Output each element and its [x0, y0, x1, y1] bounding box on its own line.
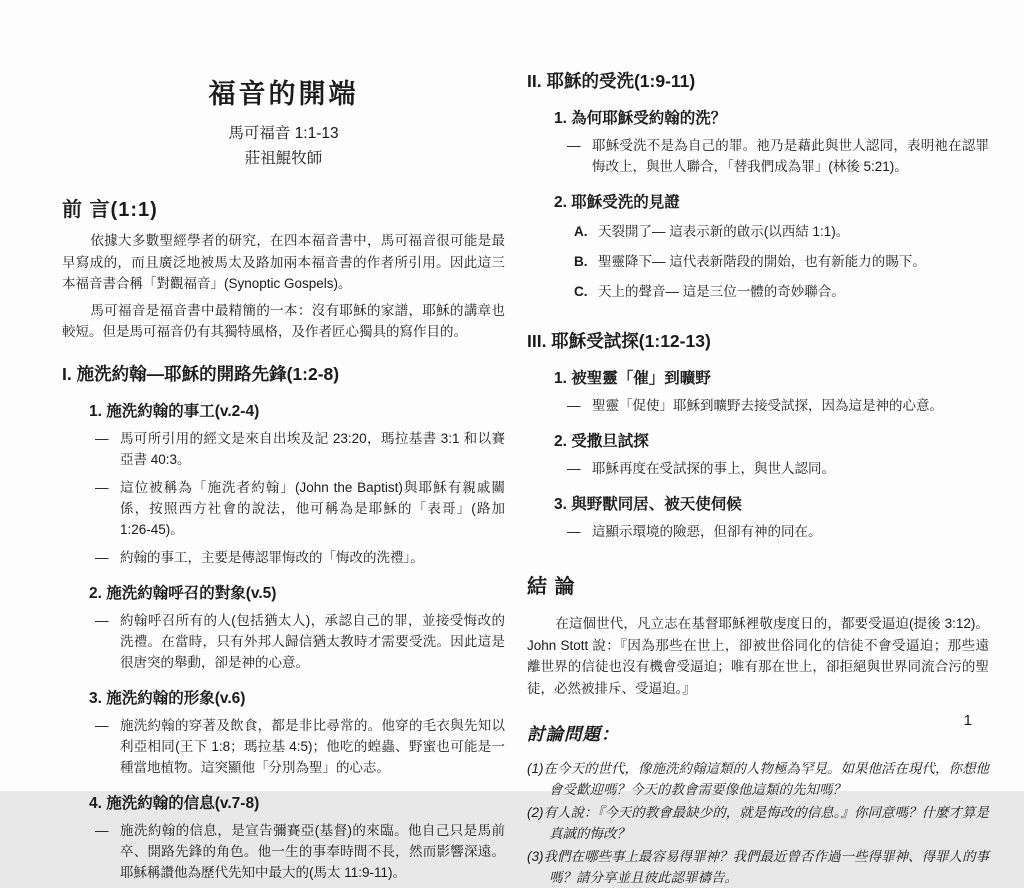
bullet-text: 這顯示環境的險惡，但卻有神的同在。: [592, 524, 822, 539]
letter-text: 聖靈降下— 這代表新階段的開始，也有新能力的賜下。: [598, 254, 926, 269]
bullet-text: 約翰的事工，主要是傳認罪悔改的「悔改的洗禮」。: [120, 549, 424, 565]
author-name: 莊祖鯤牧師: [244, 150, 323, 167]
bullet-point: [567, 395, 989, 416]
outline-item: [62, 581, 505, 673]
discussion-heading: 討論問題：: [527, 724, 620, 744]
bullet-text: 約翰呼召所有的人(包括猶太人)，承認自己的罪，並接受悔改的洗禮。在當時，只有外邦人歸信猶太教時才需要受洗。因此這是很唐突的舉動，卻是神的心意。: [120, 612, 505, 670]
outline-item-title: 2. 施洗約翰呼召的對象(v.5): [89, 584, 277, 602]
bullet-point: [567, 135, 989, 177]
outline-item-title: 2. 受撒旦試探: [554, 433, 649, 450]
outline-item-title: 1. 被聖靈「催」到曠野: [554, 370, 711, 387]
intro-paragraph-2: 馬可福音是福音書中最精簡的一本：沒有耶穌的家譜，耶穌的講章也較短。但是馬可福音仍有其獨特風格，及作者匠心獨具的寫作目的。: [62, 302, 505, 339]
bullet-text: 馬可所引用的經文是來自出埃及記 23:20，瑪拉基書 3:1 和以賽亞書 40:3。: [120, 430, 505, 467]
bullet-dash: —: [95, 717, 109, 733]
scripture-reference: 馬可福音 1:1-13: [228, 125, 339, 142]
bullet-point: [567, 521, 989, 542]
outline-item: [527, 492, 989, 542]
outline-item-title: 3. 施洗約翰的形象(v.6): [89, 689, 246, 707]
letter-marker: A.: [574, 224, 588, 239]
bullet-point: [95, 610, 505, 673]
bullet-text: 聖靈「促使」耶穌到曠野去接受試探，因為這是神的心意。: [592, 398, 943, 413]
bullet-point: [95, 715, 505, 778]
bullet-point: [95, 547, 505, 568]
outline-item: [62, 791, 505, 883]
bullet-dash: —: [95, 430, 109, 446]
outline-item-title: 1. 為何耶穌受約翰的洗？: [554, 110, 727, 127]
bullet-point: [95, 428, 505, 470]
bullet-text: 耶穌受洗不是為自己的罪。祂乃是藉此與世人認同，表明祂在認罪悔改上，與世人聯合，「替我們成為罪」(林後 5:21)。: [592, 138, 989, 174]
bullet-dash: —: [95, 612, 109, 628]
right-column: [527, 68, 989, 888]
page-number: 1: [963, 712, 972, 729]
section-1-heading: I. 施洗約翰—耶穌的開路先鋒(1:2-8): [62, 363, 340, 384]
intro-heading: 前 言(1:1): [62, 199, 158, 221]
bullet-dash: —: [567, 524, 581, 539]
discussion-question-2: (2)有人說：『今天的教會最缺少的，就是悔改的信息。』你同意嗎？什麼才算是真誠的悔改？: [527, 805, 989, 841]
outline-item-title: 1. 施洗約翰的事工(v.2-4): [89, 402, 260, 420]
bullet-dash: —: [567, 138, 581, 153]
letter-marker: B.: [574, 254, 588, 269]
lettered-point: [574, 221, 989, 242]
left-column: [62, 72, 505, 883]
bullet-text: 施洗約翰的穿著及飲食，都是非比尋常的。他穿的毛衣與先知以利亞相同(王下 1:8；瑪拉基 4:5)；他吃的蝗蟲、野蜜也可能是一種當地植物。這突顯他「分別為聖」的心志。: [120, 717, 505, 775]
outline-item: [527, 190, 989, 302]
outline-item: [62, 399, 505, 568]
section-2-heading: II. 耶穌的受洗(1:9-11): [527, 71, 696, 91]
document-title: 福音的開端: [208, 79, 359, 109]
outline-item: [62, 686, 505, 778]
conclusion-paragraph: 在這個世代，凡立志在基督耶穌裡敬虔度日的，都要受逼迫(提後 3:12)。John Stott 說：『因為那些在世上，卻被世俗同化的信徒不會受逼迫；那些遠離世界的信徒也沒有機會受逼迫；唯有那在世上，卻拒絕與世界同流合污的聖徒，必然被排斥、受逼迫。』: [527, 616, 989, 696]
bullet-text: 耶穌再度在受試探的事上，與世人認同。: [592, 461, 835, 476]
letter-text: 天裂開了— 這表示新的啟示(以西結 1:1)。: [598, 224, 850, 239]
outline-item-title: 3. 與野獸同居、被天使伺候: [554, 496, 742, 513]
bullet-text: 施洗約翰的信息，是宣告彌賽亞(基督)的來臨。他自己只是馬前卒、開路先鋒的角色。他一生的事奉時間不長，然而影響深遠。耶穌稱讚他為歷代先知中最大的(馬太 11:9-11)。: [120, 822, 505, 880]
lettered-point: [574, 251, 989, 272]
outline-item-title: 4. 施洗約翰的信息(v.7-8): [89, 794, 260, 812]
discussion-question-1: (1)在今天的世代，像施洗約翰這類的人物極為罕見。如果他活在現代，你想他會受歡迎嗎？今天的教會需要像他這類的先知嗎？: [527, 761, 989, 797]
outline-item: [527, 429, 989, 479]
bullet-dash: —: [567, 461, 581, 476]
bullet-point: [95, 477, 505, 540]
bullet-dash: —: [95, 479, 109, 495]
bullet-dash: —: [95, 549, 109, 565]
outline-item: [527, 366, 989, 416]
bullet-dash: —: [95, 822, 109, 838]
outline-item-title: 2. 耶穌受洗的見證: [554, 194, 680, 211]
bullet-point: [95, 820, 505, 883]
section-3-heading: III. 耶穌受試探(1:12-13): [527, 331, 711, 351]
intro-paragraph-1: 依據大多數聖經學者的研究，在四本福音書中，馬可福音很可能是最早寫成的，而且廣泛地被馬太及路加兩本福音書的作者所引用。因此這三本福音書合稱「對觀福音」(Synoptic Gospels)。: [62, 233, 505, 291]
letter-text: 天上的聲音— 這是三位一體的奇妙聯合。: [598, 284, 845, 299]
bullet-point: [567, 458, 989, 479]
conclusion-heading: 結 論: [527, 576, 576, 598]
bullet-text: 這位被稱為「施洗者約翰」(John the Baptist)與耶穌有親戚關係，按照西方社會的說法，他可稱為是耶穌的「表哥」(路加 1:26-45)。: [120, 479, 505, 537]
lettered-point: [574, 281, 989, 302]
bullet-dash: —: [567, 398, 581, 413]
letter-marker: C.: [574, 284, 588, 299]
discussion-question-3: (3)我們在哪些事上最容易得罪神？我們最近曾否作過一些得罪神、得罪人的事嗎？請分享並且彼此認罪禱告。: [527, 849, 989, 885]
outline-item: [527, 106, 989, 177]
